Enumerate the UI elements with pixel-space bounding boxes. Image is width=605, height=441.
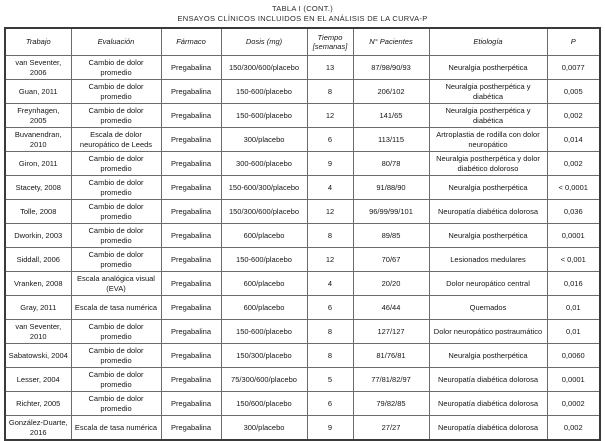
table-row <box>5 224 600 248</box>
table-cell: Tolle, 2008 <box>5 200 71 224</box>
column-header: Dosis (mg) <box>221 28 307 56</box>
table-cell: Dolor neuropático central <box>429 272 547 296</box>
table-cell: Neuropatía diabética dolorosa <box>429 416 547 441</box>
table-cell: 0,01 <box>547 320 600 344</box>
table-cell: 96/99/99/101 <box>353 200 429 224</box>
table-cell: 113/115 <box>353 128 429 152</box>
table-cell: Pregabalina <box>161 152 221 176</box>
table-cell: 300/placebo <box>221 416 307 441</box>
table-cell: Cambio de dolor promedio <box>71 248 161 272</box>
table-cell: Pregabalina <box>161 80 221 104</box>
table-row <box>5 272 600 296</box>
table-cell: 0,002 <box>547 104 600 128</box>
table-cell: 0,002 <box>547 152 600 176</box>
table-cell: 6 <box>307 296 353 320</box>
table-cell: Cambio de dolor promedio <box>71 80 161 104</box>
table-cell: Stacety, 2008 <box>5 176 71 200</box>
table-cell: 79/82/85 <box>353 392 429 416</box>
table-cell: Vranken, 2008 <box>5 272 71 296</box>
table-cell: 0,0077 <box>547 56 600 80</box>
table-cell: Neuropatía diabética dolorosa <box>429 368 547 392</box>
table-cell: Pregabalina <box>161 272 221 296</box>
table-cell: 0,036 <box>547 200 600 224</box>
table-cell: 89/85 <box>353 224 429 248</box>
table-cell: Dworkin, 2003 <box>5 224 71 248</box>
table-cell: Escala analógica visual (EVA) <box>71 272 161 296</box>
table-cell: van Seventer, 2010 <box>5 320 71 344</box>
column-header: Etiología <box>429 28 547 56</box>
table-row <box>5 200 600 224</box>
table-row <box>5 104 600 128</box>
table-cell: 12 <box>307 248 353 272</box>
table-cell: Pregabalina <box>161 224 221 248</box>
table-cell: Pregabalina <box>161 176 221 200</box>
table-cell: 300-600/placebo <box>221 152 307 176</box>
table-cell: 150/300/placebo <box>221 344 307 368</box>
table-cell: Neuralgia postherpética y diabética <box>429 104 547 128</box>
table-cell: 75/300/600/placebo <box>221 368 307 392</box>
table-cell: 80/78 <box>353 152 429 176</box>
table-cell: 0,01 <box>547 296 600 320</box>
table-title-block <box>4 4 601 24</box>
table-cell: Cambio de dolor promedio <box>71 344 161 368</box>
table-cell: Sabatowski, 2004 <box>5 344 71 368</box>
table-cell: Buvanendran, 2010 <box>5 128 71 152</box>
table-cell: Richter, 2005 <box>5 392 71 416</box>
header-row <box>5 28 600 56</box>
table-row <box>5 344 600 368</box>
table-cell: Quemados <box>429 296 547 320</box>
table-cell: Escala de tasa numérica <box>71 296 161 320</box>
table-cell: 77/81/82/97 <box>353 368 429 392</box>
table-cell: 0,002 <box>547 416 600 441</box>
table-cell: Pregabalina <box>161 416 221 441</box>
table-cell: 600/placebo <box>221 272 307 296</box>
table-cell: Gray, 2011 <box>5 296 71 320</box>
table-cell: Neuralgia postherpética <box>429 224 547 248</box>
table-cell: Dolor neuropático postraumático <box>429 320 547 344</box>
table-cell: 4 <box>307 176 353 200</box>
table-cell: Cambio de dolor promedio <box>71 320 161 344</box>
table-title: TABLA I (CONT.) <box>271 4 334 13</box>
table-cell: 13 <box>307 56 353 80</box>
table-cell: 0,0001 <box>547 224 600 248</box>
table-cell: 6 <box>307 128 353 152</box>
table-cell: Pregabalina <box>161 296 221 320</box>
table-cell: 150-600/placebo <box>221 80 307 104</box>
table-cell: 12 <box>307 104 353 128</box>
table-header <box>5 28 600 56</box>
table-cell: Artroplastia de rodilla con dolor neuropático <box>429 128 547 152</box>
table-cell: Cambio de dolor promedio <box>71 104 161 128</box>
table-cell: 70/67 <box>353 248 429 272</box>
table-cell: 127/127 <box>353 320 429 344</box>
table-cell: 150/600/placebo <box>221 392 307 416</box>
table-cell: 27/27 <box>353 416 429 441</box>
table-cell: 8 <box>307 344 353 368</box>
table-cell: 300/placebo <box>221 128 307 152</box>
table-cell: 4 <box>307 272 353 296</box>
table-row <box>5 56 600 80</box>
table-row <box>5 176 600 200</box>
table-cell: Neuralgia postherpética y dolor diabético doloroso <box>429 152 547 176</box>
table-cell: 0,014 <box>547 128 600 152</box>
column-header: Trabajo <box>5 28 71 56</box>
table-row <box>5 296 600 320</box>
table-cell: 87/98/90/93 <box>353 56 429 80</box>
table-cell: González-Duarte, 2016 <box>5 416 71 441</box>
table-cell: Lesser, 2004 <box>5 368 71 392</box>
table-cell: van Seventer, 2006 <box>5 56 71 80</box>
table-cell: 91/88/90 <box>353 176 429 200</box>
table-cell: Pregabalina <box>161 320 221 344</box>
table-row <box>5 368 600 392</box>
table-row <box>5 416 600 441</box>
table-cell: Cambio de dolor promedio <box>71 200 161 224</box>
table-cell: 150/300/600/placebo <box>221 56 307 80</box>
table-cell: 8 <box>307 224 353 248</box>
table-row <box>5 248 600 272</box>
table-cell: 6 <box>307 392 353 416</box>
clinical-trials-table <box>4 27 601 441</box>
table-cell: Neuropatía diabética dolorosa <box>429 392 547 416</box>
table-cell: Cambio de dolor promedio <box>71 224 161 248</box>
table-cell: Neuralgia postherpética y diabética <box>429 80 547 104</box>
table-cell: Pregabalina <box>161 392 221 416</box>
table-cell: Cambio de dolor promedio <box>71 368 161 392</box>
table-cell: Escala de dolor neuropático de Leeds <box>71 128 161 152</box>
table-cell: Pregabalina <box>161 200 221 224</box>
table-cell: Cambio de dolor promedio <box>71 392 161 416</box>
table-row <box>5 392 600 416</box>
table-cell: 8 <box>307 320 353 344</box>
column-header: Evaluación <box>71 28 161 56</box>
table-cell: 5 <box>307 368 353 392</box>
table-cell: 150-600/placebo <box>221 104 307 128</box>
table-cell: 150-600/300/placebo <box>221 176 307 200</box>
table-cell: Siddall, 2006 <box>5 248 71 272</box>
column-header: N° Pacientes <box>353 28 429 56</box>
table-cell: 141/65 <box>353 104 429 128</box>
table-cell: 81/76/81 <box>353 344 429 368</box>
table-cell: Cambio de dolor promedio <box>71 56 161 80</box>
table-cell: 150-600/placebo <box>221 248 307 272</box>
table-cell: Pregabalina <box>161 248 221 272</box>
table-cell: 46/44 <box>353 296 429 320</box>
table-cell: 150/300/600/placebo <box>221 200 307 224</box>
table-cell: 0,016 <box>547 272 600 296</box>
table-cell: Pregabalina <box>161 104 221 128</box>
table-cell: 206/102 <box>353 80 429 104</box>
table-cell: Cambio de dolor promedio <box>71 176 161 200</box>
table-cell: 600/placebo <box>221 296 307 320</box>
table-cell: 9 <box>307 152 353 176</box>
table-cell: Pregabalina <box>161 56 221 80</box>
table-cell: 12 <box>307 200 353 224</box>
table-cell: Neuralgia postherpética <box>429 56 547 80</box>
table-cell: Freynhagen, 2005 <box>5 104 71 128</box>
table-cell: Pregabalina <box>161 368 221 392</box>
table-cell: < 0,0001 <box>547 176 600 200</box>
column-header: P <box>547 28 600 56</box>
table-cell: 0,0001 <box>547 368 600 392</box>
table-cell: 0,0002 <box>547 392 600 416</box>
table-body <box>5 56 600 441</box>
table-cell: 600/placebo <box>221 224 307 248</box>
table-cell: Lesionados medulares <box>429 248 547 272</box>
table-row <box>5 152 600 176</box>
table-subtitle: ENSAYOS CLÍNICOS INCLUIDOS EN EL ANÁLISIS DE LA CURVA-P <box>177 14 428 23</box>
table-cell: 20/20 <box>353 272 429 296</box>
table-cell: 0,0060 <box>547 344 600 368</box>
table-cell: Escala de tasa numérica <box>71 416 161 441</box>
table-cell: Cambio de dolor promedio <box>71 152 161 176</box>
column-header: Tiempo [semanas] <box>307 28 353 56</box>
table-cell: Pregabalina <box>161 344 221 368</box>
table-row <box>5 320 600 344</box>
table-cell: Neuralgia postherpética <box>429 344 547 368</box>
column-header: Fármaco <box>161 28 221 56</box>
table-row <box>5 80 600 104</box>
table-cell: 150-600/placebo <box>221 320 307 344</box>
table-cell: 8 <box>307 80 353 104</box>
table-cell: Neuropatía diabética dolorosa <box>429 200 547 224</box>
table-row <box>5 128 600 152</box>
table-cell: Giron, 2011 <box>5 152 71 176</box>
table-cell: 0,005 <box>547 80 600 104</box>
table-cell: Pregabalina <box>161 128 221 152</box>
table-cell: Guan, 2011 <box>5 80 71 104</box>
table-cell: Neuralgia postherpética <box>429 176 547 200</box>
table-cell: 9 <box>307 416 353 441</box>
table-cell: < 0,001 <box>547 248 600 272</box>
